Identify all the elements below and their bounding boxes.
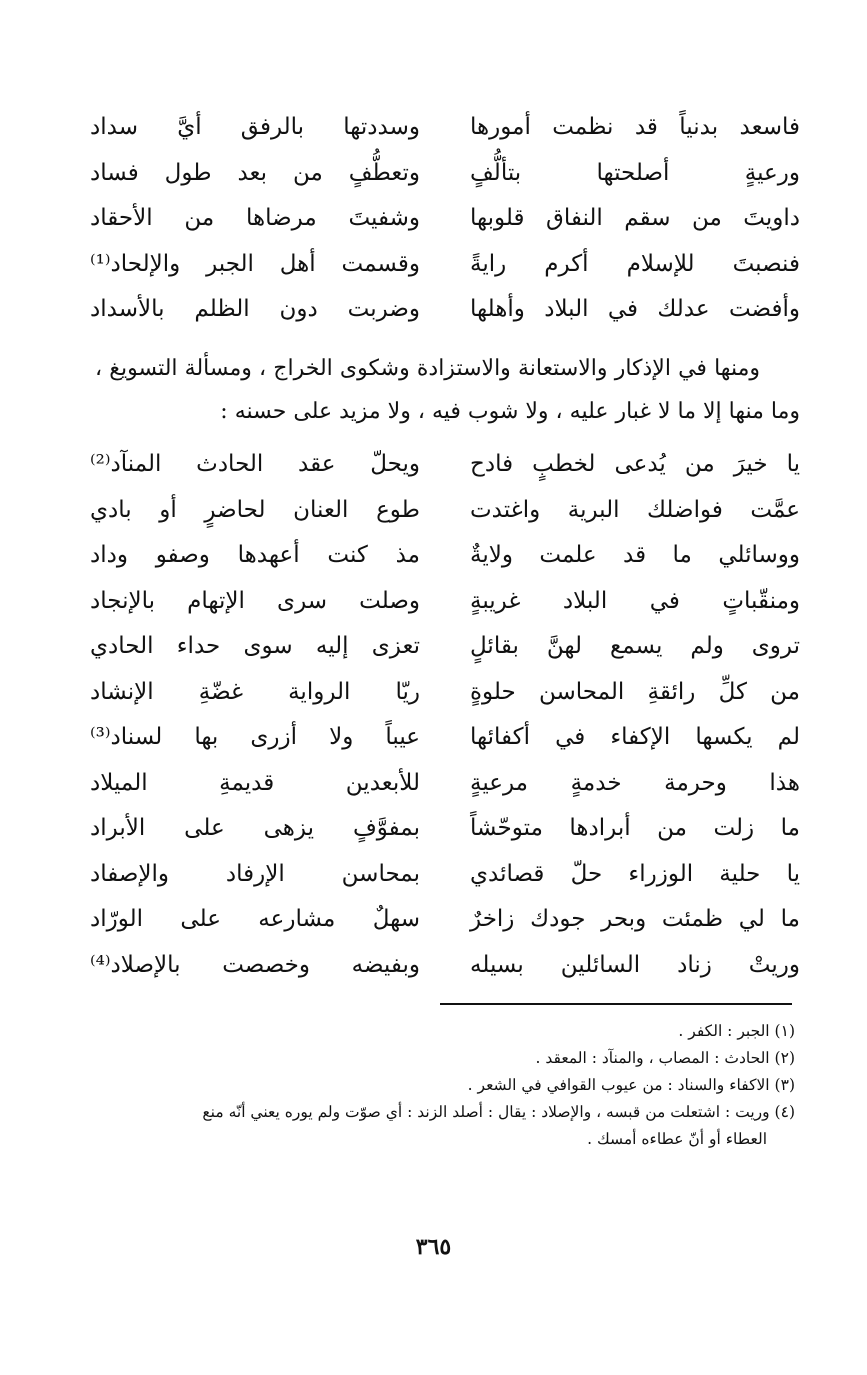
verse-line xyxy=(90,442,800,488)
footnote-text: الحادث : المصاب ، والمنآد : المعقد . xyxy=(535,1049,770,1067)
footnote xyxy=(95,1072,795,1099)
verse-second-hemistich: وصلت سرى الإتهام بالإنجاد xyxy=(90,587,420,614)
verse-line xyxy=(90,488,800,534)
poem-section-1 xyxy=(90,105,800,333)
verse-second-hemistich: ويحلّ عقد الحادث المنآد⁽²⁾ xyxy=(90,451,420,478)
verse-second-hemistich: سهلٌ مشارعه على الورّاد xyxy=(90,906,420,933)
verse-first-hemistich: ووسائلي ما قد علمت ولايةٌ xyxy=(470,542,800,569)
verse-line xyxy=(90,196,800,242)
verse-first-hemistich: هذا وحرمة خدمةٍ مرعيةٍ xyxy=(470,769,800,796)
footnote-text: الجبر : الكفر . xyxy=(678,1022,770,1040)
verse-first-hemistich: عمَّت فواضلك البرية واغتدت xyxy=(470,496,800,523)
verse-second-hemistich: بمفوَّفٍ يزهى على الأبراد xyxy=(90,815,420,842)
verse-first-hemistich: وريتْ زناد السائلين بسيله xyxy=(470,951,800,978)
verse-line xyxy=(90,761,800,807)
verse-line xyxy=(90,579,800,625)
footnote-number: (٤) xyxy=(774,1103,795,1121)
verse-second-hemistich: للأبعدين قديمةِ الميلاد xyxy=(90,769,420,796)
verse-line xyxy=(90,670,800,716)
verse-first-hemistich: وأفضت عدلك في البلاد وأهلها xyxy=(470,296,800,323)
footnote-continuation: العطاء أو أنّ عطاءه أمسك . xyxy=(587,1130,767,1148)
verse-first-hemistich: داويتَ من سقم النفاق قلوبها xyxy=(470,205,800,232)
footnote-divider xyxy=(440,1003,792,1005)
footnote xyxy=(95,1018,795,1045)
verse-first-hemistich: فاسعد بدنياً قد نظمت أمورها xyxy=(470,114,800,141)
prose-text: ومنها في الإذكار والاستعانة والاستزادة وشكوى الخراج ، ومسألة التسويغ ، وما منها إلا ما لا غبار عليه ، ولا شوب فيه ، ولا مزيد على حسنه : xyxy=(95,356,800,424)
verse-first-hemistich: لم يكسها الإكفاء في أكفائها xyxy=(470,724,800,751)
prose-paragraph xyxy=(95,347,800,433)
verse-first-hemistich: ما زلت من أبرادها متوحّشاً xyxy=(470,815,800,842)
verse-line xyxy=(90,151,800,197)
verse-first-hemistich: فنصبتَ للإسلام أكرم رايةً xyxy=(470,250,800,277)
verse-first-hemistich: تروى ولم يسمع لهنَّ بقائلٍ xyxy=(470,633,800,660)
verse-line xyxy=(90,897,800,943)
verse-line xyxy=(90,943,800,989)
verse-line xyxy=(90,624,800,670)
footnotes xyxy=(95,1018,795,1153)
verse-second-hemistich: مذ كنت أعهدها وصفو وداد xyxy=(90,542,420,569)
verse-first-hemistich: ما لي ظمئت وبحر جودك زاخرٌ xyxy=(470,906,800,933)
verse-line xyxy=(90,105,800,151)
page-number: ٣٦٥ xyxy=(415,1234,452,1260)
poem-section-2 xyxy=(90,442,800,988)
verse-line xyxy=(90,715,800,761)
verse-second-hemistich: وسددتها بالرفق أيَّ سداد xyxy=(90,114,420,141)
verse-line xyxy=(90,242,800,288)
verse-line xyxy=(90,852,800,898)
verse-first-hemistich: ورعيةٍ أصلحتها بتألُّفٍ xyxy=(470,159,800,186)
verse-second-hemistich: تعزى إليه سوى حداء الحادي xyxy=(90,633,420,660)
verse-second-hemistich: طوع العنان لحاضرٍ أو بادي xyxy=(90,496,420,523)
footnote-number: (٢) xyxy=(774,1049,795,1067)
footnote-number: (١) xyxy=(774,1022,795,1040)
verse-second-hemistich: وتعطُّفٍ من بعد طول فساد xyxy=(90,159,420,186)
verse-first-hemistich: يا خيرَ من يُدعى لخطبٍ فادح xyxy=(470,451,800,478)
verse-first-hemistich: يا حلية الوزراء حلّ قصائدي xyxy=(470,860,800,887)
footnote-text: وريت : اشتعلت من قبسه ، والإصلاد : يقال : أصلد الزند : أي صوّت ولم يوره يعني أنّه منع xyxy=(202,1103,770,1121)
verse-line xyxy=(90,533,800,579)
verse-line xyxy=(90,287,800,333)
verse-second-hemistich: بمحاسن الإرفاد والإصفاد xyxy=(90,860,420,887)
footnote xyxy=(95,1045,795,1072)
verse-first-hemistich: من كلِّ رائقةِ المحاسن حلوةٍ xyxy=(470,678,800,705)
verse-second-hemistich: وشفيتَ مرضاها من الأحقاد xyxy=(90,205,420,232)
verse-first-hemistich: ومنقّباتٍ في البلاد غريبةٍ xyxy=(470,587,800,614)
verse-second-hemistich: ريّا الرواية غضّةِ الإنشاد xyxy=(90,678,420,705)
verse-second-hemistich: عيباً ولا أزرى بها لسناد⁽³⁾ xyxy=(90,724,420,751)
verse-line xyxy=(90,806,800,852)
verse-second-hemistich: وبفيضه وخصصت بالإصلاد⁽⁴⁾ xyxy=(90,951,420,978)
verse-second-hemistich: وضربت دون الظلم بالأسداد xyxy=(90,296,420,323)
footnote xyxy=(95,1099,795,1153)
footnote-number: (٣) xyxy=(774,1076,795,1094)
verse-second-hemistich: وقسمت أهل الجبر والإلحاد⁽¹⁾ xyxy=(90,250,420,277)
footnote-text: الاكفاء والسناد : من عيوب القوافي في الشعر . xyxy=(467,1076,770,1094)
